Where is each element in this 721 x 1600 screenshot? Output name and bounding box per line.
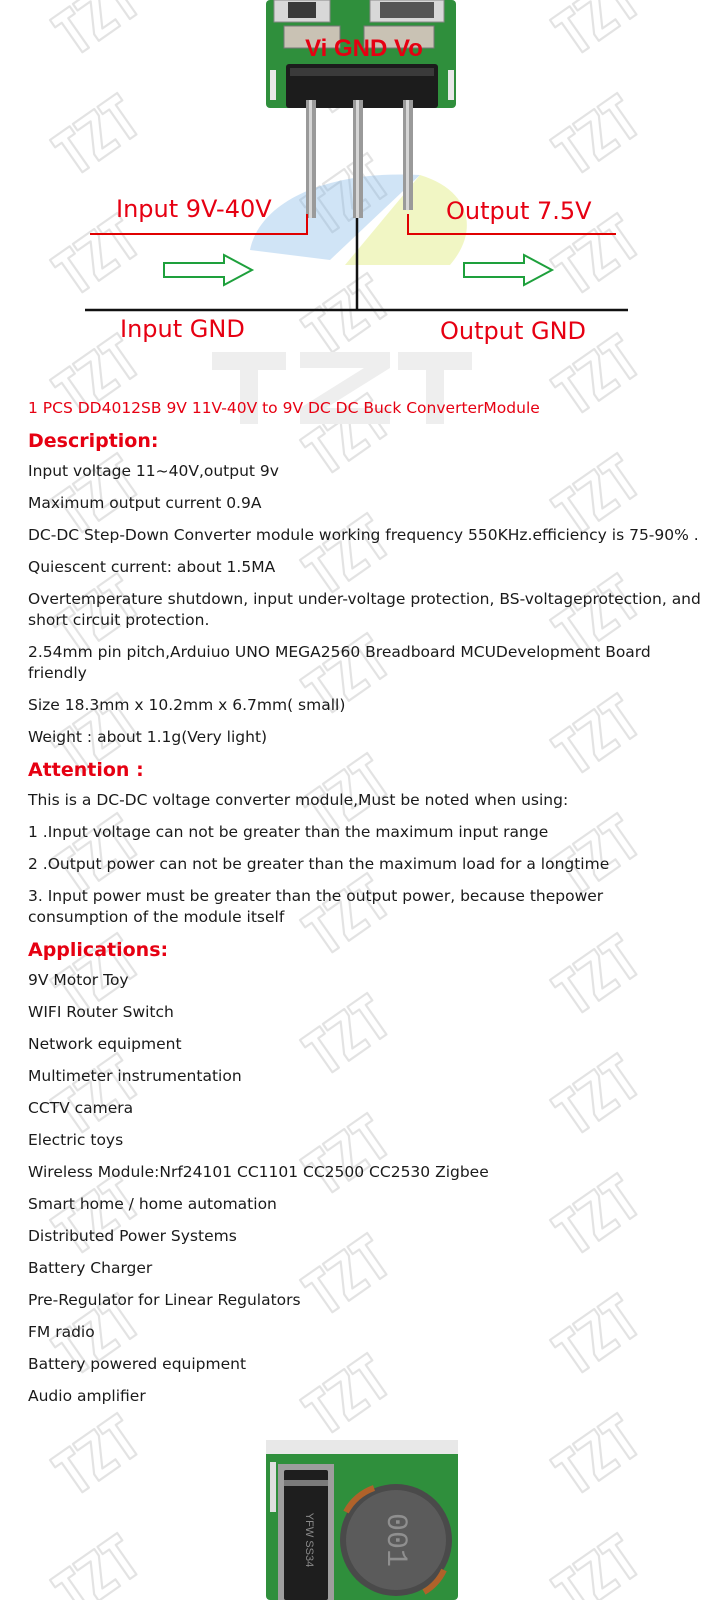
description-item: Input voltage 11~40V,output 9v [28,462,279,480]
application-item: 9V Motor Toy [28,971,129,989]
input-gnd-label: Input GND [120,315,245,343]
attention-heading: Attention : [28,759,144,781]
inductor-marking: 001 [378,1512,412,1568]
attention-item: 2 .Output power can not be greater than the maximum load for a longtime [28,855,610,873]
product-title: 1 PCS DD4012SB 9V 11V-40V to 9V DC DC Buck ConverterModule [28,399,540,417]
applications-heading: Applications: [28,939,169,961]
application-item: Battery Charger [28,1259,153,1277]
application-item: Smart home / home automation [28,1195,277,1213]
application-item: WIFI Router Switch [28,1003,174,1021]
diode-marking: YFW SS34 [303,1512,315,1568]
description-heading: Description: [28,430,159,452]
application-item: Battery powered equipment [28,1355,247,1373]
application-item: Network equipment [28,1035,182,1053]
pin-labels: Vi GND Vo [305,35,423,62]
application-item: Distributed Power Systems [28,1227,237,1245]
application-item: Audio amplifier [28,1387,146,1405]
application-item: FM radio [28,1323,95,1341]
description-item: Maximum output current 0.9A [28,494,262,512]
description-item: Quiescent current: about 1.5MA [28,558,276,576]
output-gnd-label: Output GND [440,317,587,345]
application-item: Wireless Module:Nrf24101 CC1101 CC2500 CC2530 Zigbee [28,1163,489,1181]
description-item: Overtemperature shutdown, input under-voltage protection, BS-voltageprotection, and short circuit protection. [28,590,701,629]
description-item: Weight : about 1.1g(Very light) [28,728,268,746]
application-item: Pre-Regulator for Linear Regulators [28,1291,301,1309]
application-item: Multimeter instrumentation [28,1067,242,1085]
description-item: Size 18.3mm x 10.2mm x 6.7mm( small) [28,696,346,714]
input-voltage-label: Input 9V-40V [116,195,272,223]
attention-item: This is a DC-DC voltage converter module,Must be noted when using: [28,791,569,809]
application-item: Electric toys [28,1131,124,1149]
application-item: CCTV camera [28,1099,134,1117]
output-voltage-label: Output 7.5V [446,197,592,225]
attention-item: 3. Input power must be greater than the output power, because thepower consumption of the module itself [28,887,604,926]
attention-item: 1 .Input voltage can not be greater than the maximum input range [28,823,549,841]
description-item: DC-DC Step-Down Converter module working frequency 550KHz.efficiency is 75-90% . [28,526,699,544]
description-item: 2.54mm pin pitch,Arduiuo UNO MEGA2560 Breadboard MCUDevelopment Board friendly [28,643,651,682]
